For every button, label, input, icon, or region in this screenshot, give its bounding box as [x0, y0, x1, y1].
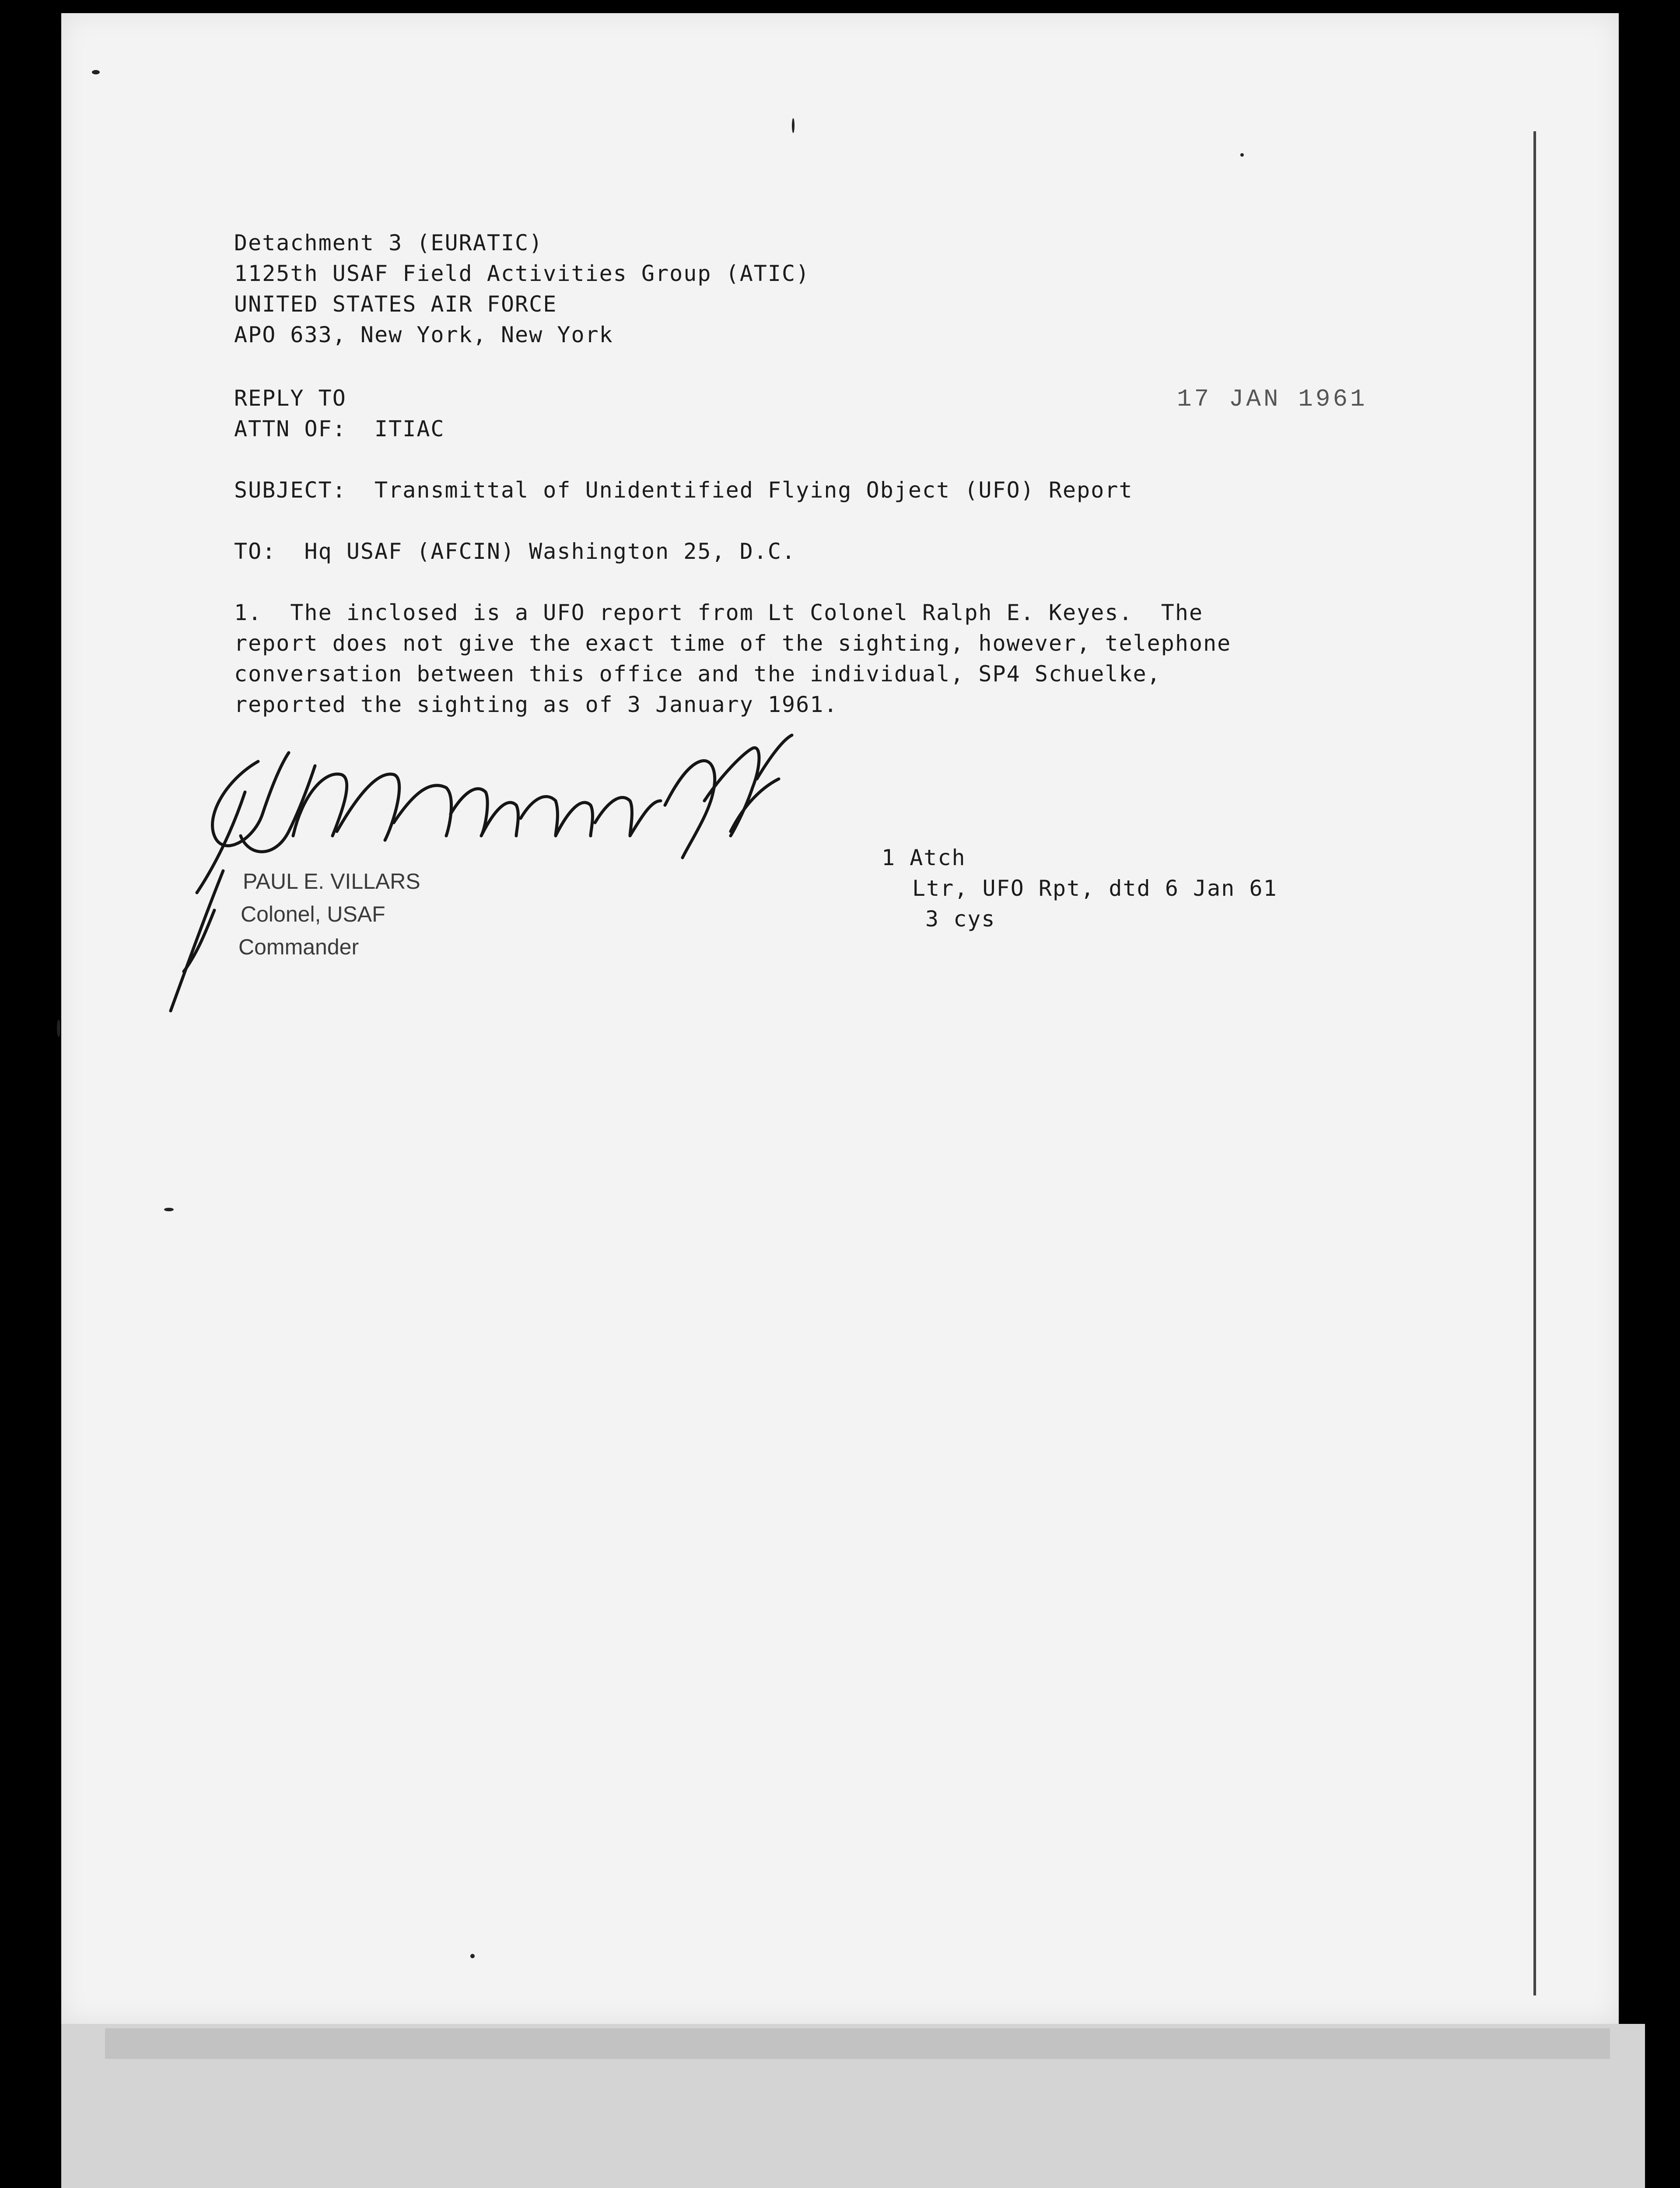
- backing-shadow: [105, 2028, 1610, 2059]
- signer-title: Commander: [238, 935, 359, 959]
- body-line-2: report does not give the exact time of the sighting, however, telephone: [234, 631, 1232, 656]
- body-line-3: conversation between this office and the individual, SP4 Schuelke,: [234, 661, 1161, 687]
- signer-rank: Colonel, USAF: [241, 902, 385, 926]
- signer-name: PAUL E. VILLARS: [243, 869, 420, 894]
- attachment-description: Ltr, UFO Rpt, dtd 6 Jan 61: [912, 876, 1278, 901]
- reply-to-label: REPLY TO: [234, 386, 346, 411]
- letterhead-line-2: 1125th USAF Field Activities Group (ATIC): [234, 261, 810, 286]
- film-speck: [164, 1208, 174, 1211]
- body-line-1: 1. The inclosed is a UFO report from Lt Colonel Ralph E. Keyes. The: [234, 600, 1204, 625]
- letterhead-line-3: UNITED STATES AIR FORCE: [234, 291, 557, 317]
- film-speck: [1240, 153, 1244, 157]
- handwritten-signature: [149, 726, 910, 1033]
- film-speck: [92, 70, 100, 74]
- page-edge-line: [1533, 131, 1536, 1995]
- body-line-4: reported the sighting as of 3 January 1961.: [234, 692, 838, 717]
- date-stamp: 17 JAN 1961: [1177, 385, 1368, 413]
- attn-of-line: ATTN OF: ITIAC: [234, 416, 445, 442]
- letterhead-line-4: APO 633, New York, New York: [234, 322, 613, 347]
- film-speck: [470, 1954, 475, 1958]
- to-line: TO: Hq USAF (AFCIN) Washington 25, D.C.: [234, 539, 796, 564]
- film-speck: [792, 118, 794, 133]
- film-speck: [57, 1020, 60, 1037]
- attachment-count: 1 Atch: [882, 845, 966, 870]
- subject-line: SUBJECT: Transmittal of Unidentified Flying Object (UFO) Report: [234, 477, 1133, 503]
- attachment-copies: 3 cys: [925, 906, 996, 932]
- letterhead-line-1: Detachment 3 (EURATIC): [234, 230, 543, 256]
